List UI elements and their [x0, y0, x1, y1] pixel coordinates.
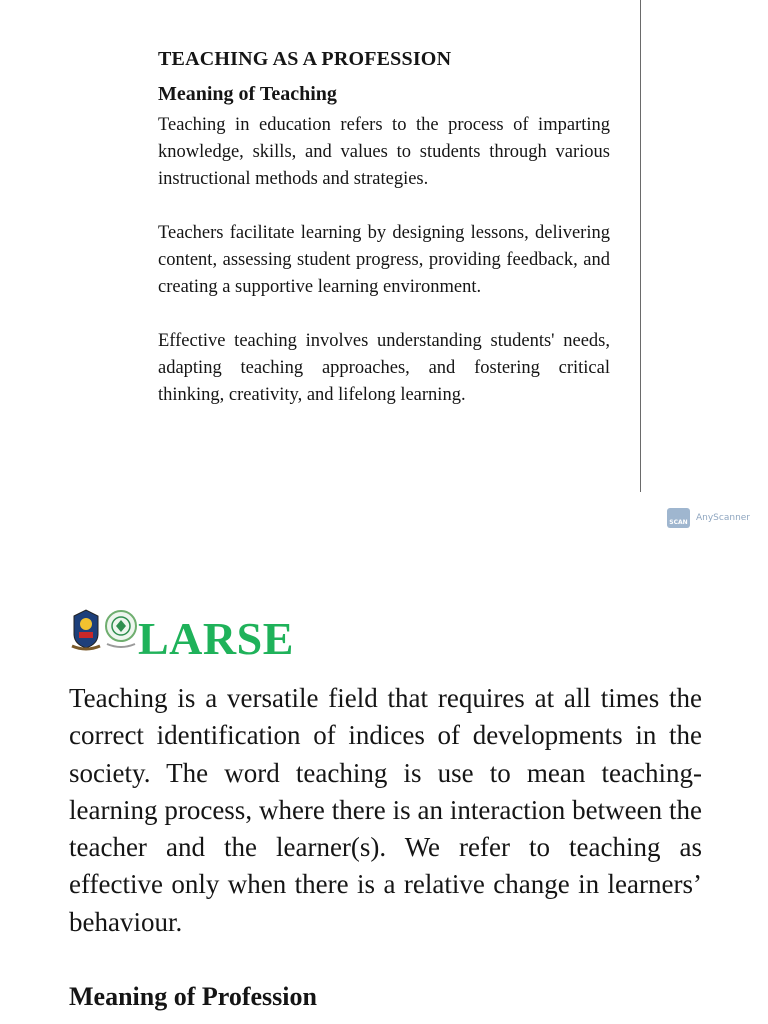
lower-scanned-page — [0, 590, 768, 1024]
seal-logo — [104, 608, 138, 652]
brand-header — [70, 606, 330, 666]
document-title: TEACHING AS A PROFESSION — [158, 48, 452, 70]
crest-logo — [70, 608, 102, 652]
scanner-label: AnyScanner — [696, 513, 751, 523]
scanner-watermark — [667, 508, 750, 528]
upper-page-content — [158, 48, 610, 436]
section-heading: Meaning of Profession — [69, 982, 317, 1011]
anyscanner-icon: SCAN — [667, 508, 690, 528]
page-edge-divider — [640, 0, 641, 492]
lower-page-content — [69, 680, 702, 941]
upper-scanned-page — [0, 0, 768, 500]
paragraph: Teaching in education refers to the process of imparting knowledge, skills, and values to students through various instructional methods and strategies. — [158, 115, 610, 189]
paragraph: Teaching is a versatile field that requires at all times the correct identification of indices of developments in the society. The word teaching is use to mean teaching-learning process, where there is an interaction between the teacher and the learner(s). We refer to teaching as effective only when there is a relative change in learners’ behaviour. — [69, 683, 702, 937]
paragraph: Effective teaching involves understanding students' needs, adapting teaching approaches, and fostering critical thinking, creativity, and lifelong learning. — [158, 331, 610, 405]
brand-name: LARSE — [138, 613, 294, 664]
section-subtitle: Meaning of Teaching — [158, 83, 337, 105]
paragraph: Teachers facilitate learning by designing lessons, delivering content, assessing student progress, providing feedback, and creating a supportive learning environment. — [158, 223, 610, 297]
